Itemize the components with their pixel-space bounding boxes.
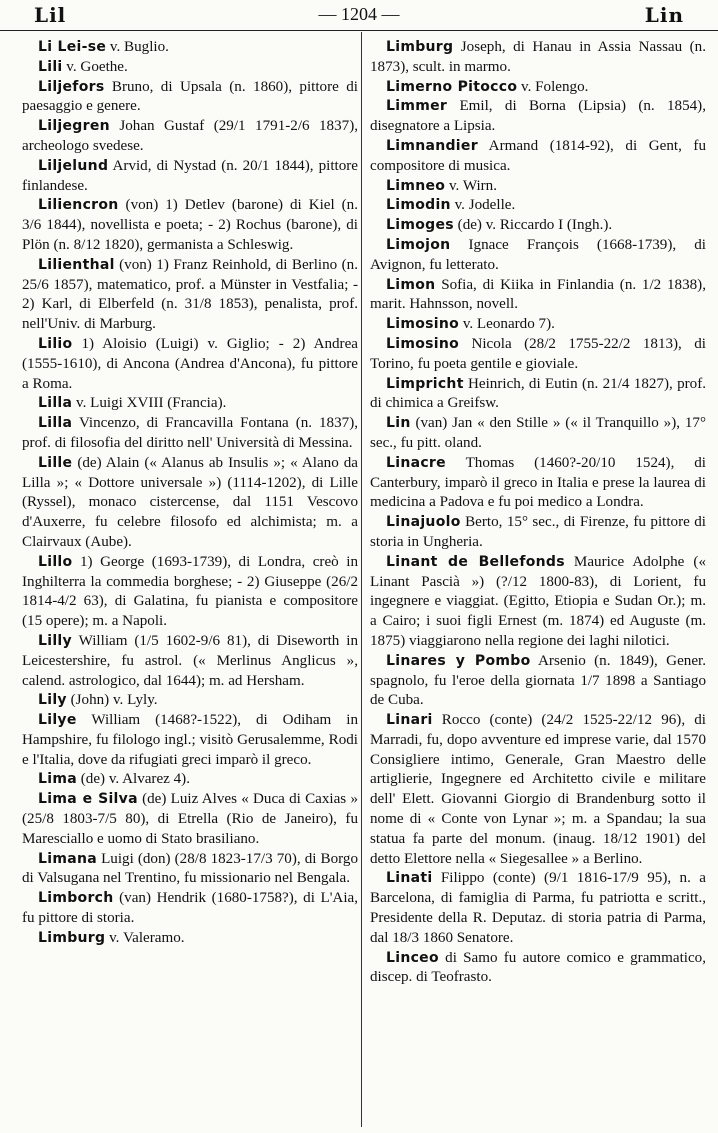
dictionary-entry	[370, 553, 706, 652]
page-header	[0, 0, 718, 31]
dictionary-entry	[370, 78, 706, 98]
dictionary-entry	[370, 652, 706, 711]
entry-text: Arsenio (n. 1849), Gener. spagnolo, fu l'eroe della giornata 1/7 1898 a Santiago de Cuba.	[370, 652, 706, 709]
dictionary-entry	[370, 949, 706, 989]
entry-text: v. Wirn.	[445, 177, 497, 194]
entry-headword: Linacre	[386, 454, 446, 471]
dictionary-entry	[370, 335, 706, 375]
dictionary-entry	[22, 414, 358, 454]
entry-text: Armand (1814-92), di Gent, fu compositore di musica.	[370, 137, 706, 174]
entry-headword: Lilio	[38, 335, 73, 352]
dictionary-entry	[370, 236, 706, 276]
entry-text: 1) George (1693-1739), di Londra, creò in Inghilterra la commedia borghese; - 2) Giuseppe (26/2 1814-4/2 63), di Galatina, fu pianista e compositore (15 opere); m. a Napoli.	[22, 553, 358, 630]
dictionary-entry	[22, 889, 358, 929]
entry-headword: Limburg	[386, 39, 454, 55]
entry-headword: Lili	[38, 58, 63, 75]
dictionary-entry	[370, 97, 706, 137]
dictionary-entry	[370, 414, 706, 454]
entry-headword: Limon	[386, 276, 436, 293]
entry-headword: Lillo	[38, 553, 73, 570]
entry-text: v. Luigi XVIII (Francia).	[72, 395, 227, 412]
entry-headword: Limborch	[38, 890, 114, 907]
entry-text: di Samo fu autore comico e grammatico, discep. di Teofrasto.	[370, 949, 706, 986]
entry-headword: Limnandier	[386, 137, 478, 154]
entry-headword: Limosino	[386, 316, 460, 333]
dictionary-entry	[22, 157, 358, 197]
entry-headword: Lilye	[38, 712, 77, 729]
dictionary-entry	[370, 177, 706, 197]
entry-headword: Limojon	[386, 236, 451, 253]
entry-headword: Limerno Pitocco	[386, 78, 518, 95]
entry-text: (von) 1) Detlev (barone) di Kiel (n. 3/6 1844), novellista e poeta; - 2) Rochus (barone), di Plön (n. 8/12 1820), germanista a Schleswig.	[22, 197, 358, 253]
dictionary-entry	[22, 196, 358, 255]
entry-headword: Lilienthal	[38, 256, 115, 273]
entry-headword: Lilla	[38, 415, 73, 432]
entry-text: Johan Gustaf (29/1 1791-2/6 1837), archeologo svedese.	[22, 118, 358, 154]
entry-headword: Linati	[386, 870, 433, 887]
entry-text: (von) 1) Franz Reinhold, di Berlino (n. 25/6 1857), matematico, prof. a Münster in Vestfalia; - 2) Karl, di Elberfeld (n. 31/8 1853), penalista, prof. nell'Univ. di Marburg.	[22, 256, 358, 333]
dictionary-entry	[370, 454, 706, 513]
dictionary-entry	[22, 256, 358, 335]
dictionary-entry	[22, 691, 358, 711]
dictionary-entry	[22, 553, 358, 632]
dictionary-entry	[370, 711, 706, 869]
dictionary-entry	[370, 276, 706, 316]
entry-headword: Limana	[38, 850, 97, 867]
entry-headword: Linant de Bellefonds	[386, 553, 565, 570]
entry-text: Arvid, di Nystad (n. 20/1 1844), pittore finlandese.	[22, 157, 358, 194]
entry-text: William (1/5 1602-9/6 81), di Diseworth in Leicestershire, fu astrol. (« Merlinus Anglicus », calend. astrologico, dal 1644); m. ad Hersham.	[22, 632, 358, 689]
entry-headword: Limosino	[386, 335, 460, 352]
header-right-guide-word: Lin	[644, 3, 684, 27]
dictionary-entry	[22, 117, 358, 157]
entry-text: Heinrich, di Eutin (n. 21/4 1827), prof. di chimica a Greifsw.	[370, 375, 706, 412]
dictionary-entry	[370, 196, 706, 216]
entry-text: Joseph, di Hanau in Assia Nassau (n. 1873), scult. in marmo.	[370, 39, 706, 75]
entry-text: (de) Alain (« Alanus ab Insulis »; « Alano da Lilla »; « Dottore universale ») (1114-1202), di Lille (Ryssel), monaco cistercense, dal 1151 Vescovo d'Auxerre, fu celebre filosofo ed alchimista; m. a Clairvaux (Aube).	[22, 454, 358, 550]
entry-text: (van) Jan « den Stille » (« il Tranquillo »), 17° sec., fu pitt. oland.	[370, 415, 706, 451]
dictionary-entry	[22, 790, 358, 849]
dictionary-entry	[370, 315, 706, 335]
entry-headword: Linares y Pombo	[386, 652, 531, 669]
dictionary-entry	[22, 454, 358, 553]
entry-headword: Liljegren	[38, 118, 110, 135]
entry-headword: Limoges	[386, 217, 454, 234]
entry-text: Vincenzo, di Francavilla Fontana (n. 1837), prof. di filosofia del diritto nell' Università di Messina.	[22, 415, 358, 451]
entry-text: Emil, di Borna (Lipsia) (n. 1854), disegnatore a Lipsia.	[370, 98, 706, 135]
entry-headword: Lin	[386, 415, 411, 432]
dictionary-entry	[370, 216, 706, 236]
entry-headword: Lily	[38, 692, 67, 709]
dictionary-entry	[22, 632, 358, 691]
entry-headword: Limburg	[38, 929, 106, 946]
entry-text: v. Buglio.	[106, 39, 169, 55]
entry-text: Berto, 15° sec., di Firenze, fu pittore di storia in Ungheria.	[370, 514, 706, 550]
right-column	[370, 38, 706, 988]
entry-headword: Linari	[386, 712, 433, 729]
entry-text: Ignace François (1668-1739), di Avignon, fu letterato.	[370, 236, 706, 273]
entry-text: (van) Hendrik (1680-1758?), di L'Aia, fu pittore di storia.	[22, 890, 358, 927]
entry-text: Filippo (conte) (9/1 1816-17/9 95), n. a Barcelona, di famiglia di Parma, fu patriotta e scritt., Presidente della R. Deputaz. di storia patria di Parma, dal 18/3 1860 Senatore.	[370, 870, 706, 946]
entry-text: 1) Aloisio (Luigi) v. Giglio; - 2) Andrea (1555-1610), di Ancona (Andrea d'Ancona), fu pittore a Roma.	[22, 335, 358, 392]
entry-text: v. Valeramo.	[105, 929, 185, 946]
entry-headword: Lima	[38, 771, 77, 788]
dictionary-entry	[22, 711, 358, 770]
entry-headword: Lima e Silva	[38, 791, 138, 808]
dictionary-entry	[22, 850, 358, 890]
entry-text: (de) v. Riccardo I (Ingh.).	[453, 217, 613, 234]
dictionary-entry	[370, 137, 706, 177]
entry-headword: Lille	[38, 454, 73, 471]
dictionary-entry	[370, 38, 706, 78]
entry-headword: Lilla	[38, 395, 73, 412]
entry-headword: Linceo	[386, 949, 439, 966]
entry-text: Sofia, di Kiika in Finlandia (n. 1/2 1838), marit. Hahnsson, novell.	[370, 276, 706, 313]
entry-text: (John) v. Lyly.	[66, 692, 158, 709]
column-divider	[361, 32, 362, 1127]
entry-headword: Liliencron	[38, 197, 119, 214]
entry-headword: Liljelund	[38, 157, 109, 174]
header-left-guide-word: Lil	[34, 3, 67, 27]
page-number: — 1204 —	[318, 4, 400, 24]
entry-text: Maurice Adolphe (« Linant Pascià ») (?/12 1800-83), di Lorient, fu ingegnere e viaggiat. (Egitto, Etiopia e Sudan Or.); m. a Cairo; i suoi figli Ernest (m. 1874) ed Auguste (m. 1875) viaggiarono nella regione dei laghi nilotici.	[370, 553, 706, 649]
entry-headword: Lilly	[38, 632, 72, 649]
dictionary-entry	[22, 394, 358, 414]
entry-text: (de) v. Alvarez 4).	[76, 771, 190, 788]
entry-headword: Limodin	[386, 197, 451, 214]
entry-headword: Limpricht	[386, 375, 464, 392]
entry-headword: Limmer	[386, 98, 448, 115]
entry-text: v. Goethe.	[62, 58, 128, 75]
entry-text: v. Folengo.	[517, 78, 589, 95]
dictionary-entry	[22, 770, 358, 790]
entry-text: Bruno, di Upsala (n. 1860), pittore di paesaggio e genere.	[22, 78, 358, 115]
entry-text: v. Jodelle.	[450, 197, 516, 214]
dictionary-entry	[370, 375, 706, 415]
entry-headword: Li Lei-se	[38, 39, 107, 55]
dictionary-entry	[22, 929, 358, 949]
entry-headword: Linajuolo	[386, 514, 461, 531]
entry-text: v. Leonardo 7).	[459, 316, 555, 333]
entry-text: William (1468?-1522), di Odiham in Hampshire, fu filologo ingl.; visitò Gerusalemme, Rodi e l'Italia, dove da rifugiati greci imparò il greco.	[22, 712, 358, 768]
dictionary-entry	[22, 335, 358, 394]
dictionary-entry	[22, 58, 358, 78]
entry-text: Thomas (1460?-20/10 1524), di Canterbury, imparò il greco in Italia e prese la laurea di medicina a Padova e fu poi medico a Londra.	[370, 454, 706, 511]
entry-text: (de) Luiz Alves « Duca di Caxias » (25/8 1803-7/5 80), di Etrella (Rio de Janeiro), fu Maresciallo e uomo di Stato brasiliano.	[22, 791, 358, 847]
left-column	[22, 38, 358, 949]
dictionary-entry	[370, 869, 706, 948]
entry-headword: Limneo	[386, 177, 446, 194]
entry-text: Luigi (don) (28/8 1823-17/3 70), di Borgo di Valsugana nel Trentino, fu missionario nel Bengala.	[22, 850, 358, 887]
entry-text: Nicola (28/2 1755-22/2 1813), di Torino, fu poeta gentile e gioviale.	[370, 335, 706, 372]
dictionary-entry	[22, 38, 358, 58]
dictionary-entry	[22, 78, 358, 118]
entry-headword: Liljefors	[38, 78, 105, 95]
entry-text: Rocco (conte) (24/2 1525-22/12 96), di Marradi, fu, dopo avventure ed imprese varie, dal 1570 Consigliere intimo, Generale, Gran Maestro delle artiglierie, Ingegnere ed Architetto civile e militare dell' Elett. Giovanni Giorgio di Brandenburg sotto il nome di « Conte von Lynar »; m. a Spandau; la sua statua fa parte del monum. (inaug. 18/12 1901) del detto Elettore nella « Siegesallee » a Berlino.	[370, 712, 706, 867]
dictionary-entry	[370, 513, 706, 553]
